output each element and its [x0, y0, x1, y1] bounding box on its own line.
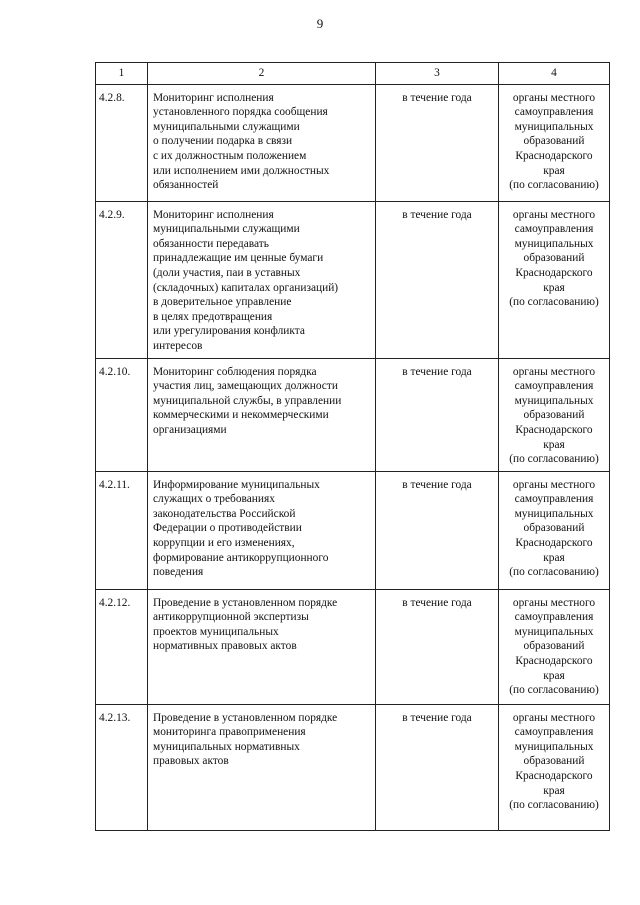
responsible-line: муниципальных: [514, 120, 594, 133]
description-line: служащих о требованиях: [153, 493, 275, 506]
responsible-line: Краснодарского: [515, 423, 593, 436]
description-line: интересов: [153, 339, 203, 352]
responsible-line: (по согласованию): [509, 684, 599, 697]
responsible-line: (по согласованию): [509, 296, 599, 309]
description-line: законодательства Российской: [153, 507, 296, 520]
responsible-line: Краснодарского: [515, 537, 593, 550]
responsible-line: края: [543, 164, 565, 177]
description-line: Проведение в установленном порядке: [153, 596, 338, 609]
table-body: [96, 84, 610, 830]
responsible-line: органы местного: [512, 208, 596, 221]
execution-term: в течение года: [376, 201, 499, 358]
description-line: правовых актов: [153, 755, 229, 768]
execution-term: в течение года: [376, 471, 499, 589]
description-line: муниципальными служащими: [153, 223, 300, 236]
responsible-party: [499, 471, 610, 589]
measure-description: [148, 201, 376, 358]
description-line: коммерческими и некоммерческими: [153, 409, 329, 422]
item-number: 4.2.11.: [96, 471, 148, 589]
responsible-line: (по согласованию): [509, 453, 599, 466]
table-row: [96, 704, 610, 830]
responsible-line: органы местного: [512, 365, 596, 378]
responsible-party: [499, 201, 610, 358]
description-line: Мониторинг исполнения: [153, 208, 274, 221]
description-line: в доверительное управление: [153, 296, 292, 309]
responsible-line: края: [543, 669, 565, 682]
responsible-line: самоуправления: [514, 493, 594, 506]
description-line: коррупции и его изменениях,: [153, 537, 295, 550]
description-line: Проведение в установленном порядке: [153, 711, 338, 724]
header-col-2: 2: [148, 63, 376, 85]
responsible-line: муниципальных: [514, 740, 594, 753]
description-line: муниципальными служащими: [153, 120, 300, 133]
responsible-line: края: [543, 281, 565, 294]
responsible-line: края: [543, 784, 565, 797]
description-line: о получении подарка в связи: [153, 135, 293, 148]
responsible-line: Краснодарского: [515, 655, 593, 668]
description-line: с их должностным положением: [153, 149, 307, 162]
description-line: Информирование муниципальных: [153, 478, 320, 491]
responsible-line: самоуправления: [514, 611, 594, 624]
header-col-3: 3: [376, 63, 499, 85]
responsible-party: [499, 358, 610, 471]
responsible-line: образований: [523, 252, 585, 265]
responsible-line: органы местного: [512, 596, 596, 609]
description-line: (складочных) капиталах организаций): [153, 281, 339, 294]
measure-description: [148, 704, 376, 830]
responsible-line: образований: [523, 640, 585, 653]
responsible-line: Краснодарского: [515, 770, 593, 783]
description-line: Мониторинг исполнения: [153, 91, 274, 104]
responsible-line: (по согласованию): [509, 179, 599, 192]
responsible-line: образований: [523, 135, 585, 148]
responsible-line: муниципальных: [514, 237, 594, 250]
description-line: обязанностей: [153, 179, 219, 192]
description-line: формирование антикоррупционного: [153, 551, 329, 564]
responsible-line: самоуправления: [514, 223, 594, 236]
description-line: Мониторинг соблюдения порядка: [153, 365, 317, 378]
measure-description: [148, 589, 376, 704]
responsible-line: образований: [523, 755, 585, 768]
responsible-line: самоуправления: [514, 726, 594, 739]
header-col-4: 4: [499, 63, 610, 85]
description-line: нормативных правовых актов: [153, 640, 297, 653]
description-line: принадлежащие им ценные бумаги: [153, 252, 324, 265]
description-line: обязанности передавать: [153, 237, 269, 250]
description-line: установленного порядка сообщения: [153, 106, 328, 119]
responsible-line: органы местного: [512, 478, 596, 491]
responsible-line: образований: [523, 522, 585, 535]
description-line: (доли участия, паи в уставных: [153, 266, 301, 279]
table-row: [96, 358, 610, 471]
item-number: 4.2.12.: [96, 589, 148, 704]
measure-description: [148, 358, 376, 471]
execution-term: в течение года: [376, 358, 499, 471]
responsible-line: образований: [523, 409, 585, 422]
header-row: [96, 63, 610, 85]
responsible-party: [499, 84, 610, 201]
responsible-line: края: [543, 438, 565, 451]
responsible-line: муниципальных: [514, 394, 594, 407]
description-line: организациями: [153, 423, 227, 436]
responsible-line: самоуправления: [514, 106, 594, 119]
description-line: или урегулирования конфликта: [153, 325, 305, 338]
table-header: [96, 63, 610, 85]
description-line: или исполнением ими должностных: [153, 164, 330, 177]
responsible-line: самоуправления: [514, 380, 594, 393]
description-line: Федерации о противодействии: [153, 522, 302, 535]
page-number: 9: [316, 16, 324, 31]
responsible-line: органы местного: [512, 711, 596, 724]
description-line: проектов муниципальных: [153, 625, 279, 638]
header-col-1: 1: [96, 63, 148, 85]
item-number: 4.2.10.: [96, 358, 148, 471]
responsible-line: Краснодарского: [515, 266, 593, 279]
description-line: муниципальной службы, в управлении: [153, 394, 342, 407]
table-row: [96, 201, 610, 358]
description-line: в целях предотвращения: [153, 310, 273, 323]
description-line: поведения: [153, 566, 204, 579]
responsible-party: [499, 589, 610, 704]
responsible-line: муниципальных: [514, 625, 594, 638]
execution-term: в течение года: [376, 704, 499, 830]
description-line: муниципальных нормативных: [153, 740, 300, 753]
responsible-line: края: [543, 551, 565, 564]
measure-description: [148, 471, 376, 589]
item-number: 4.2.8.: [96, 84, 148, 201]
responsible-line: (по согласованию): [509, 566, 599, 579]
responsible-line: муниципальных: [514, 507, 594, 520]
table-row: [96, 589, 610, 704]
execution-term: в течение года: [376, 589, 499, 704]
description-line: антикоррупционной экспертизы: [153, 611, 309, 624]
table-row: [96, 471, 610, 589]
measures-table: [95, 62, 610, 831]
responsible-line: органы местного: [512, 91, 596, 104]
item-number: 4.2.13.: [96, 704, 148, 830]
measure-description: [148, 84, 376, 201]
execution-term: в течение года: [376, 84, 499, 201]
item-number: 4.2.9.: [96, 201, 148, 358]
description-line: участия лиц, замещающих должности: [153, 380, 338, 393]
table-row: [96, 84, 610, 201]
description-line: мониторинга правоприменения: [153, 726, 306, 739]
responsible-line: (по согласованию): [509, 799, 599, 812]
responsible-party: [499, 704, 610, 830]
responsible-line: Краснодарского: [515, 149, 593, 162]
